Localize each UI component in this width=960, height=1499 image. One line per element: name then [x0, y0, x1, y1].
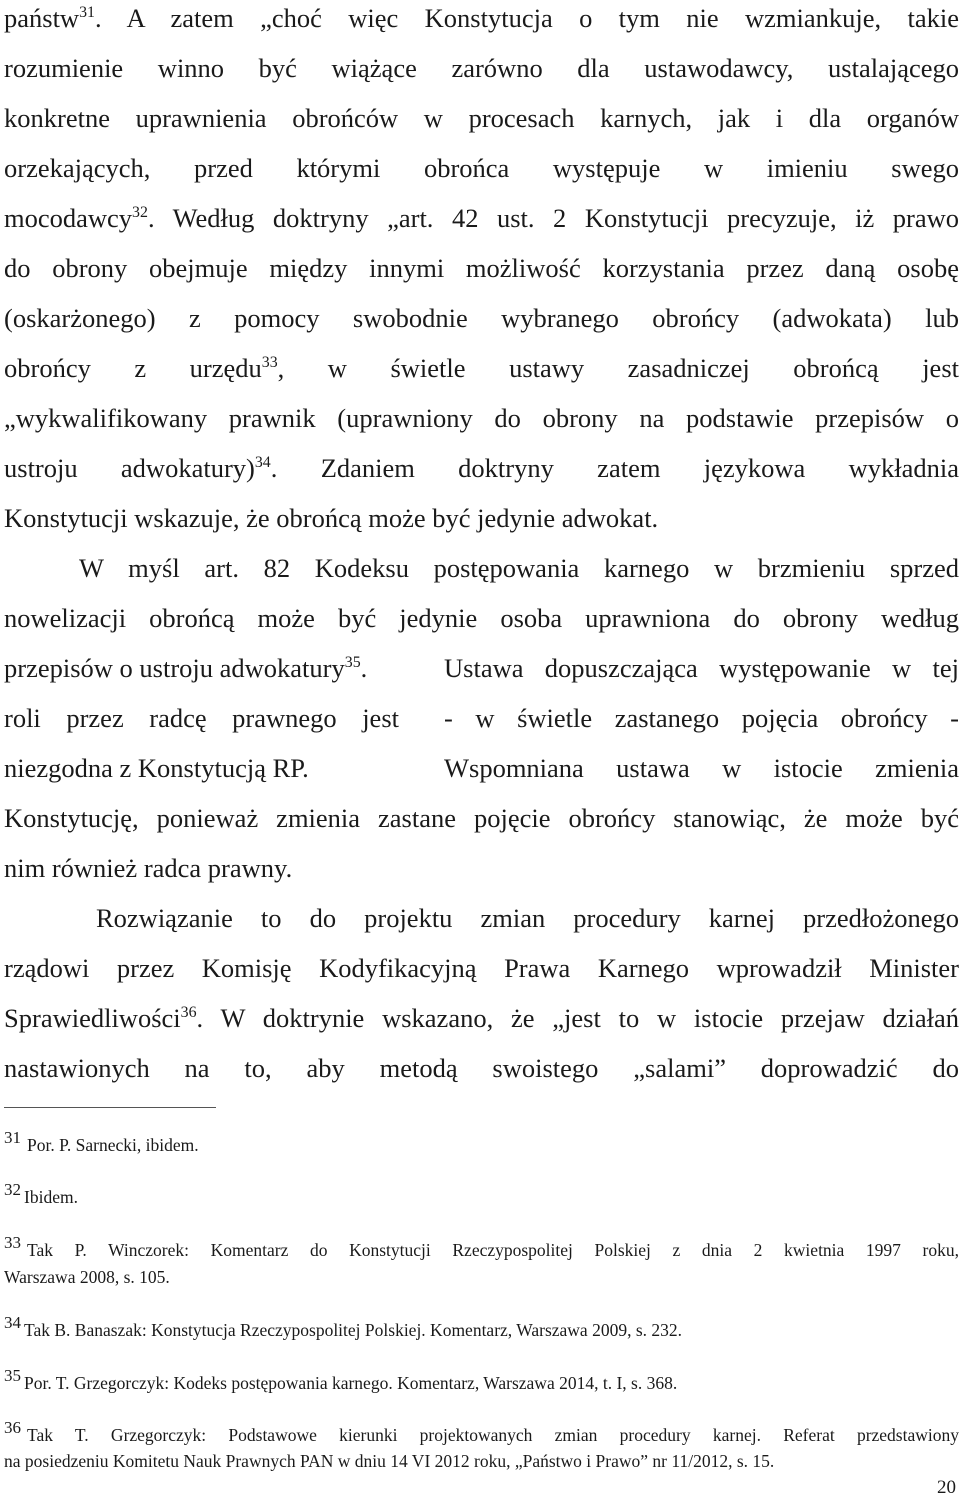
text-line: [4, 1005, 959, 1032]
text-line: rządowi przez Komisję Kodyfikacyjną Prawa Karnego wprowadził Minister: [4, 953, 959, 983]
footnote-separator: [4, 1107, 216, 1108]
text-span: . A zatem „choć więc Konstytucja o tym nie wzmiankuje, takie: [94, 3, 959, 33]
footnote-number: 33: [4, 1233, 21, 1252]
footnote-text: Por. P. Sarnecki, ibidem.: [27, 1135, 199, 1155]
text-line: [4, 705, 959, 732]
text-span: państw: [4, 3, 80, 33]
text-span: niezgodna z Konstytucją RP.: [4, 753, 309, 783]
text-span: obrońcy z urzędu: [4, 353, 262, 383]
footnote-35: [4, 1366, 678, 1393]
text-span: [4, 655, 424, 682]
text-line: [4, 755, 959, 782]
text-span: Ustawa dopuszczająca występowanie w tej: [444, 653, 959, 683]
text-span: ustroju adwokatury): [4, 453, 255, 483]
footnote-32: [4, 1180, 78, 1207]
footnote-text: Tak B. Banaszak: Konstytucja Rzeczypospolitej Polskiej. Komentarz, Warszawa 2009, s. 232.: [24, 1320, 683, 1340]
footnote-number: 35: [4, 1366, 21, 1385]
footnote-number: 34: [4, 1313, 21, 1332]
footnote-ref[interactable]: 34: [254, 454, 271, 472]
text-line: orzekających, przed którymi obrońca występuje w imieniu swego: [4, 153, 959, 183]
text-line: Rozwiązanie to do projektu zmian procedury karnej przedłożonego: [96, 903, 959, 933]
footnote-ref[interactable]: 33: [261, 354, 278, 372]
text-span: przepisów o ustroju adwokatury: [4, 653, 345, 683]
footnote-34: [4, 1313, 683, 1340]
footnote-36: [4, 1418, 959, 1445]
text-line: nim również radca prawny.: [4, 853, 293, 883]
text-span: Sprawiedliwości: [4, 1003, 181, 1033]
text-line: rozumienie winno być wiążące zarówno dla ustawodawcy, ustalającego: [4, 53, 959, 83]
footnote-ref[interactable]: 35: [344, 654, 361, 672]
text-span: Wspomniana ustawa w istocie zmienia: [444, 753, 959, 783]
footnote-number: 32: [4, 1180, 21, 1199]
text-span: - w świetle zastanego pojęcia obrońcy -: [444, 703, 959, 733]
text-span: . Zdaniem doktryny zatem językowa wykładnia: [270, 453, 959, 483]
text-line: „wykwalifikowany prawnik (uprawniony do obrony na podstawie przepisów o: [4, 403, 959, 433]
text-line: nastawionych na to, aby metodą swoistego „salami” doprowadzić do: [4, 1053, 959, 1083]
text-line: konkretne uprawnienia obrońców w procesach karnych, jak i dla organów: [4, 103, 959, 133]
text-line: [4, 455, 959, 482]
footnote-text: Tak T. Grzegorczyk: Podstawowe kierunki projektowanych zmian procedury karnej. Referat przedstawiony: [27, 1425, 959, 1445]
page-number: 20: [937, 1477, 956, 1498]
text-line: nowelizacji obrońcą może być jedynie osoba uprawniona do obrony według: [4, 603, 959, 633]
text-span: . W doktrynie wskazano, że „jest to w istocie przejaw działań: [196, 1003, 959, 1033]
text-line: W myśl art. 82 Kodeksu postępowania karnego w brzmieniu sprzed: [79, 553, 959, 583]
text-span: roli przez radcę prawnego jest: [4, 703, 399, 733]
footnote-ref[interactable]: 36: [180, 1004, 197, 1022]
footnote-33-continued: Warszawa 2008, s. 105.: [4, 1267, 170, 1287]
text-line: do obrony obejmuje między innymi możliwość korzystania przez daną osobę: [4, 253, 959, 283]
text-span: . Według doktryny „art. 42 ust. 2 Konstytucji precyzuje, iż prawo: [147, 203, 959, 233]
footnote-ref[interactable]: 31: [79, 4, 95, 22]
footnote-31: [4, 1128, 199, 1155]
footnote-number: 36: [4, 1418, 21, 1437]
footnote-text: Tak P. Winczorek: Komentarz do Konstytucji Rzeczypospolitej Polskiej z dnia 2 kwietnia 1997 roku,: [27, 1240, 959, 1260]
text-line: [4, 655, 959, 682]
text-line: [4, 205, 959, 232]
text-span: .: [360, 653, 368, 683]
text-span: , w świetle ustawy zasadniczej obrońcą jest: [277, 353, 959, 383]
text-line: [4, 5, 959, 32]
text-line: Konstytucji wskazuje, że obrońcą może być jedynie adwokat.: [4, 503, 659, 533]
text-line: [4, 355, 959, 382]
footnote-ref[interactable]: 32: [132, 204, 148, 222]
footnote-text: Por. T. Grzegorczyk: Kodeks postępowania karnego. Komentarz, Warszawa 2014, t. I, s. 368.: [24, 1373, 678, 1393]
text-span: mocodawcy: [4, 203, 133, 233]
footnote-36-continued: na posiedzeniu Komitetu Nauk Prawnych PAN w dniu 14 VI 2012 roku, „Państwo i Prawo” nr 11/2012, s. 15.: [4, 1451, 775, 1471]
text-line: Konstytucję, ponieważ zmienia zastane pojęcie obrońcy stanowiąc, że może być: [4, 803, 959, 833]
footnote-33: [4, 1233, 959, 1260]
footnote-number: 31: [4, 1128, 21, 1147]
footnote-text: Ibidem.: [24, 1187, 78, 1207]
text-line: (oskarżonego) z pomocy swobodnie wybranego obrońcy (adwokata) lub: [4, 303, 959, 333]
